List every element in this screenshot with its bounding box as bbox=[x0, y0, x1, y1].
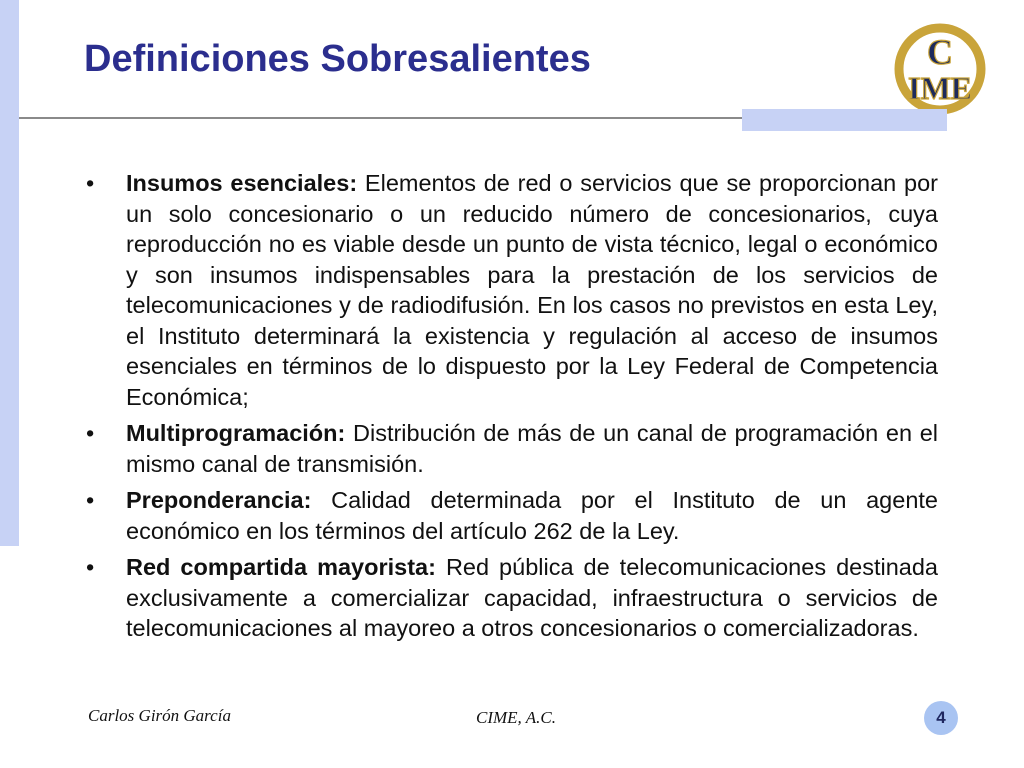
definitions-list bbox=[86, 168, 938, 644]
bullet-icon: • bbox=[86, 554, 95, 580]
footer-organization: CIME, A.C. bbox=[476, 708, 556, 727]
list-item bbox=[86, 168, 938, 412]
definition-term: Preponderancia: bbox=[126, 487, 312, 513]
list-item bbox=[86, 552, 938, 644]
slide-content bbox=[86, 168, 938, 650]
definition-text: Red pública de telecomunicaciones destinada exclusivamente a comercializar capacidad, infraestructura o servicios de telecomunicaciones al mayoreo a otros concesionarios o comercializadoras. bbox=[126, 554, 938, 641]
definition-text: Calidad determinada por el Instituto de un agente económico en los términos del artículo 262 de la Ley. bbox=[126, 487, 938, 544]
list-item bbox=[86, 418, 938, 479]
logo-letter-c: C bbox=[927, 32, 953, 72]
logo-letters-ime: IME bbox=[908, 70, 972, 106]
definition-term: Red compartida mayorista: bbox=[126, 554, 436, 580]
accent-block bbox=[742, 109, 947, 131]
cime-logo bbox=[888, 22, 994, 116]
slide-title: Definiciones Sobresalientes bbox=[84, 38, 591, 80]
page-number-badge: 4 bbox=[924, 701, 958, 735]
footer-author: Carlos Girón García bbox=[88, 706, 231, 725]
definition-text: Elementos de red o servicios que se proporcionan por un solo concesionario o un reducido número de concesionarios, cuya reproducción no es viable desde un punto de vista técnico, legal o económico y son insumos indispensables para la prestación de los servicios de telecomunicaciones y de radiodifusión. En los casos no previstos en esta Ley, el Instituto determinará la existencia y regulación al acceso de insumos esenciales en términos de lo dispuesto por la Ley Federal de Competencia Económica; bbox=[126, 170, 938, 410]
definition-term: Insumos esenciales: bbox=[126, 170, 358, 196]
list-item bbox=[86, 485, 938, 546]
bullet-icon: • bbox=[86, 420, 95, 446]
bullet-icon: • bbox=[86, 487, 95, 513]
left-accent-bar bbox=[0, 0, 19, 546]
definition-text: Distribución de más de un canal de programación en el mismo canal de transmisión. bbox=[126, 420, 938, 477]
definition-term: Multiprogramación: bbox=[126, 420, 346, 446]
bullet-icon: • bbox=[86, 170, 95, 196]
